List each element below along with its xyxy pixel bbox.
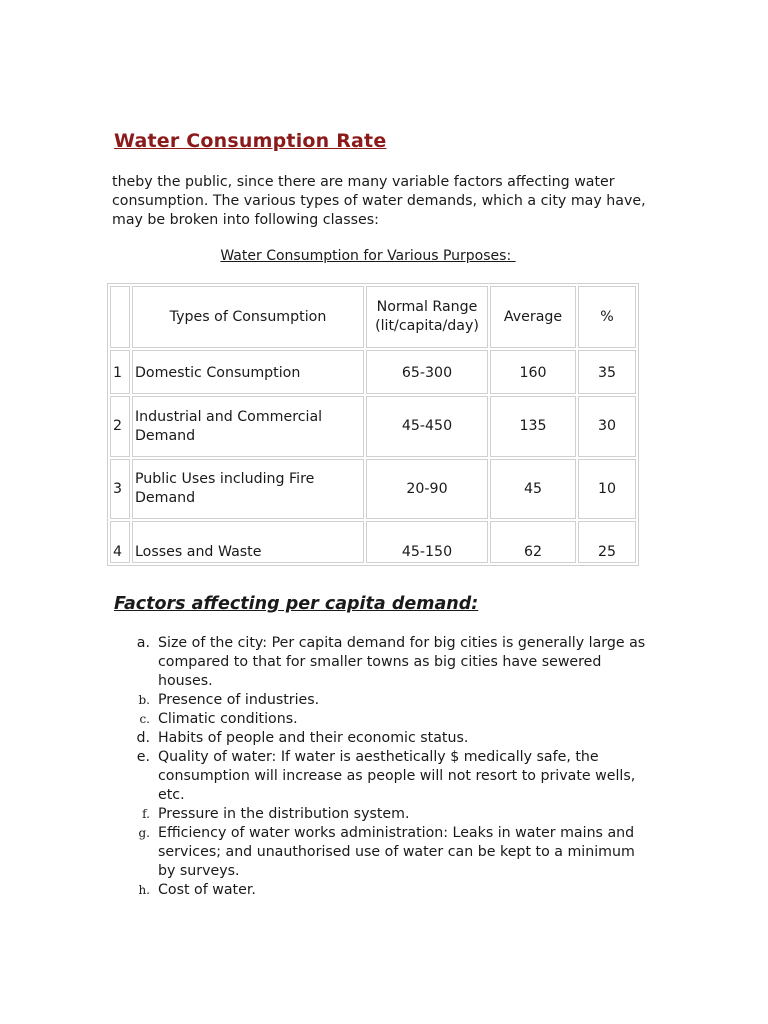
header-type-cell: Types of Consumption <box>132 286 364 348</box>
list-item <box>116 805 646 824</box>
table-row <box>110 396 636 457</box>
row-index-cell: 3 <box>110 459 130 519</box>
list-item-text: Cost of water. <box>158 882 256 898</box>
list-item-text: Quality of water: If water is aesthetically $ medically safe, the consumption will increase as people will not resort to private wells, etc. <box>158 749 636 803</box>
factors-heading: Factors affecting per capita demand: <box>114 594 479 614</box>
row-range-cell: 45-450 <box>366 396 488 457</box>
list-item <box>116 710 646 729</box>
list-marker: d. <box>136 730 150 746</box>
list-item-text: Size of the city: Per capita demand for big cities is generally large as compared to that for smaller towns as big cities have sewered houses. <box>158 635 646 689</box>
list-marker: e. <box>136 749 150 765</box>
list-item <box>116 729 646 748</box>
list-item-text: Climatic conditions. <box>158 711 298 727</box>
row-index-cell: 1 <box>110 350 130 394</box>
list-item-text: Habits of people and their economic status. <box>158 730 469 746</box>
list-item-text: Presence of industries. <box>158 692 320 708</box>
list-item-text: Efficiency of water works administration: Leaks in water mains and services; and unauthorised use of water can be kept to a minimum by surveys. <box>158 825 635 879</box>
list-marker: c. <box>139 712 150 726</box>
row-percent-cell: 10 <box>578 459 636 519</box>
consumption-table <box>107 283 639 566</box>
table-row <box>110 521 636 563</box>
row-type-cell: Losses and Waste <box>132 521 364 563</box>
row-index-cell: 4 <box>110 521 130 563</box>
intro-paragraph: theby the public, since there are many variable factors affecting water consumption. The various types of water demands, which a city may have, may be broken into following classes: <box>112 174 646 228</box>
row-type-cell: Industrial and Commercial Demand <box>132 396 364 457</box>
row-range-cell: 65-300 <box>366 350 488 394</box>
row-type-cell: Public Uses including Fire Demand <box>132 459 364 519</box>
header-percent-cell: % <box>578 286 636 348</box>
header-range-cell: Normal Range (lit/capita/day) <box>366 286 488 348</box>
list-marker: h. <box>138 883 150 897</box>
table-row <box>110 459 636 519</box>
list-marker: b. <box>138 693 150 707</box>
row-average-cell: 135 <box>490 396 576 457</box>
list-item <box>116 691 646 710</box>
factors-list <box>116 634 646 900</box>
table-header-row <box>110 286 636 348</box>
row-average-cell: 45 <box>490 459 576 519</box>
header-average-cell: Average <box>490 286 576 348</box>
list-marker: g. <box>138 826 150 840</box>
row-index-cell: 2 <box>110 396 130 457</box>
list-item <box>116 824 646 881</box>
row-range-cell: 45-150 <box>366 521 488 563</box>
header-index-cell <box>110 286 130 348</box>
list-item <box>116 748 646 805</box>
list-marker: f. <box>142 807 150 821</box>
table-caption: Water Consumption for Various Purposes: <box>220 248 516 264</box>
list-marker: a. <box>136 635 150 651</box>
list-item-text: Pressure in the distribution system. <box>158 806 410 822</box>
row-percent-cell: 35 <box>578 350 636 394</box>
row-type-cell: Domestic Consumption <box>132 350 364 394</box>
row-average-cell: 160 <box>490 350 576 394</box>
list-item <box>116 881 646 900</box>
row-average-cell: 62 <box>490 521 576 563</box>
row-percent-cell: 25 <box>578 521 636 563</box>
page-title: Water Consumption Rate <box>114 130 387 152</box>
table-row <box>110 350 636 394</box>
list-item <box>116 634 646 691</box>
row-percent-cell: 30 <box>578 396 636 457</box>
row-range-cell: 20-90 <box>366 459 488 519</box>
